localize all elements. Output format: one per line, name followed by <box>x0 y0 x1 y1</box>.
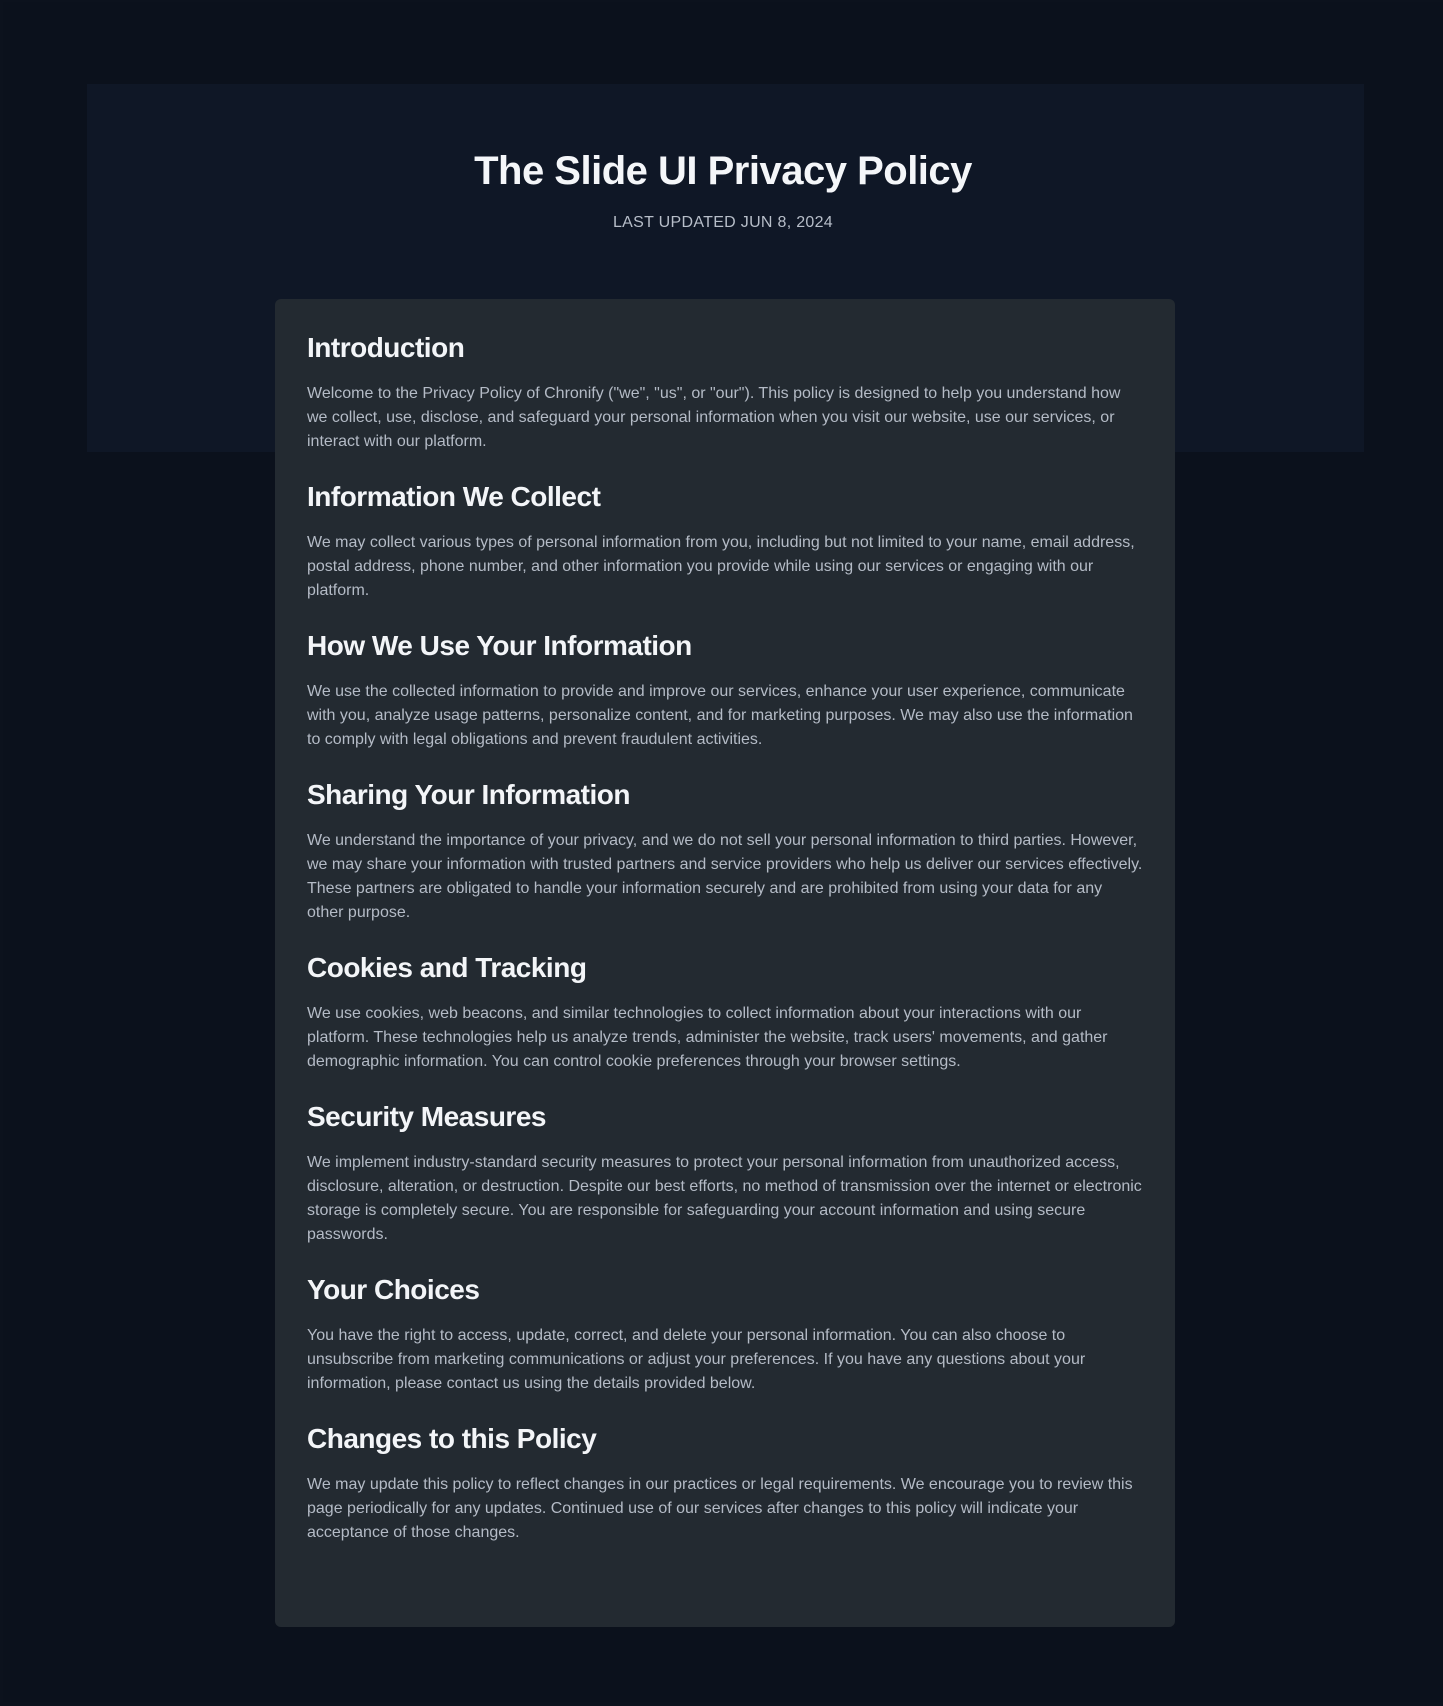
section-introduction <box>307 331 1143 454</box>
section-heading: Information We Collect <box>307 481 601 512</box>
section-body: Welcome to the Privacy Policy of Chronify ("we", "us", or "our"). This policy is designed to help you understand how we collect, use, disclose, and safeguard your personal information when you visit our website, use our services, or interact with our platform. <box>307 385 1121 450</box>
section-body: You have the right to access, update, correct, and delete your personal information. You can also choose to unsubscribe from marketing communications or adjust your preferences. If you have any questions about your information, please contact us using the details provided below. <box>307 1327 1086 1392</box>
section-heading: Sharing Your Information <box>307 779 630 810</box>
section-body: We may collect various types of personal information from you, including but not limited to your name, email address, postal address, phone number, and other information you provide while using our services or engaging with our platform. <box>307 534 1135 599</box>
section-changes-to-this-policy <box>307 1422 1143 1545</box>
policy-content-card <box>275 299 1175 1627</box>
section-how-we-use-your-information <box>307 629 1143 752</box>
section-your-choices <box>307 1273 1143 1396</box>
section-body: We understand the importance of your privacy, and we do not sell your personal information to third parties. However, we may share your information with trusted partners and service providers who help us deliver our services effectively. These partners are obligated to handle your information securely and are prohibited from using your data for any other purpose. <box>307 832 1143 921</box>
page-background <box>3 2 1443 1702</box>
section-heading: Your Choices <box>307 1274 480 1305</box>
section-heading: Introduction <box>307 332 465 363</box>
section-sharing-your-information <box>307 778 1143 925</box>
section-information-we-collect <box>307 480 1143 603</box>
section-heading: Changes to this Policy <box>307 1423 597 1454</box>
section-body: We may update this policy to reflect changes in our practices or legal requirements. We encourage you to review this page periodically for any updates. Continued use of our services after changes to this policy will indicate your acceptance of those changes. <box>307 1476 1133 1541</box>
section-heading: How We Use Your Information <box>307 630 692 661</box>
section-body: We use cookies, web beacons, and similar technologies to collect information about your interactions with our platform. These technologies help us analyze trends, administer the website, track users' movements, and gather demographic information. You can control cookie preferences through your browser settings. <box>307 1005 1108 1070</box>
section-heading: Cookies and Tracking <box>307 952 587 983</box>
page-title: The Slide UI Privacy Policy <box>474 149 972 193</box>
last-updated-date: LAST UPDATED JUN 8, 2024 <box>612 214 834 231</box>
section-security-measures <box>307 1100 1143 1247</box>
section-heading: Security Measures <box>307 1101 546 1132</box>
section-body: We use the collected information to provide and improve our services, enhance your user experience, communicate with you, analyze usage patterns, personalize content, and for marketing purposes. We may also use the information to comply with legal obligations and prevent fraudulent activities. <box>307 683 1133 748</box>
section-body: We implement industry-standard security measures to protect your personal information from unauthorized access, disclosure, alteration, or destruction. Despite our best efforts, no method of transmission over the internet or electronic storage is completely secure. You are responsible for safeguarding your account information and using secure passwords. <box>307 1154 1142 1243</box>
section-cookies-and-tracking <box>307 951 1143 1074</box>
